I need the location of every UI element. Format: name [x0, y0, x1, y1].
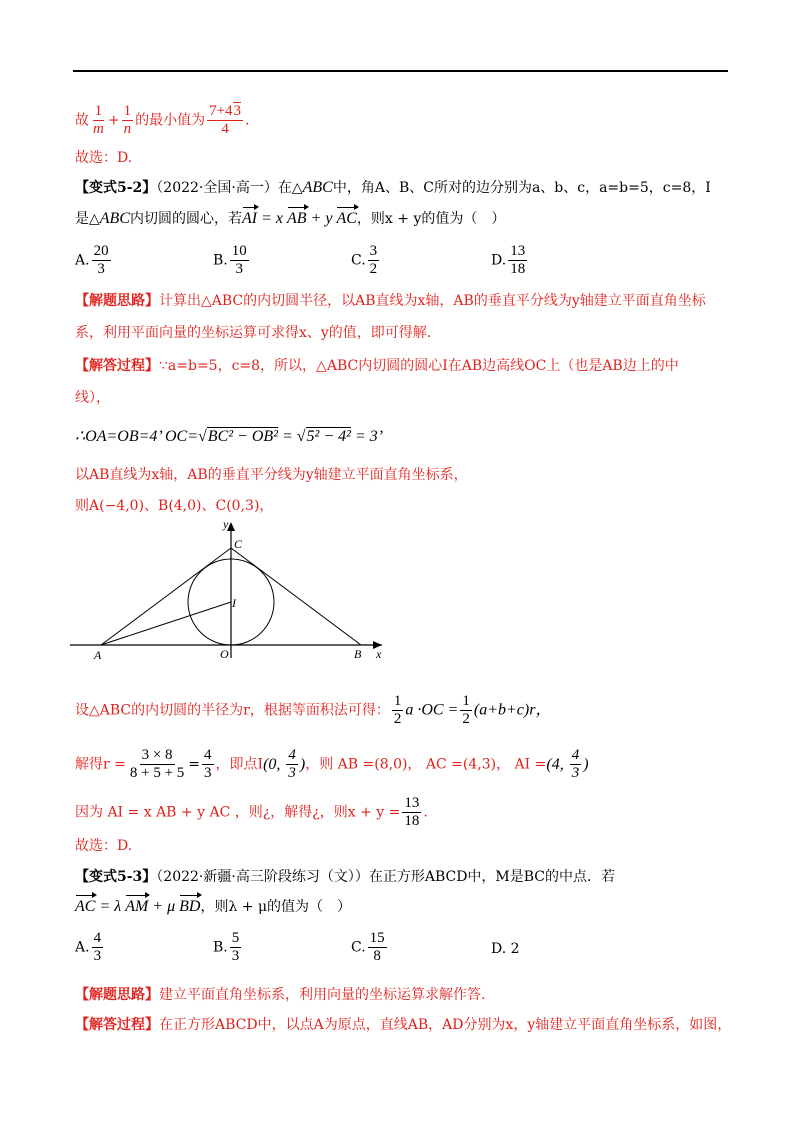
option-c[interactable]: C. $\frac{3}{2}$ — [351, 243, 378, 277]
text: 建立平面直角坐标系，利用向量的坐标运算求解作答. — [159, 987, 486, 1003]
option-c-2[interactable]: C. $\frac{15}{8}$ — [351, 930, 385, 964]
fraction: $\frac{7+43}{4}$ — [209, 103, 242, 137]
thinking-2-line — [75, 985, 485, 1005]
text: ，则 AB =(8,0)， AC =(4,3)， AI = — [305, 756, 547, 773]
question-source: （2022·全国·高一） — [156, 180, 278, 196]
process-1-line5: 则A(−4,0)、B(4,0)、C(0,3)， — [75, 498, 274, 514]
process-1-line4: 以AB直线为x轴，AB的垂直平分线为y轴建立平面直角坐标系， — [75, 467, 468, 483]
option-b[interactable]: B. $\frac{10}{3}$ — [213, 243, 247, 277]
label-y: y — [223, 518, 229, 531]
segment-ai — [101, 602, 231, 645]
section-tag: 【解题思路】 — [75, 293, 159, 309]
side-bc — [231, 548, 361, 645]
fraction: $\frac{1}{m}$ — [93, 103, 104, 137]
question-5-2-line2 — [75, 209, 505, 229]
area-method-line: 设△ABC的内切圆的半径为r，根据等面积法可得： $\frac{1}{2}$ a ·OC = $\frac{1}{2}$ (a+b+c)r， — [75, 693, 552, 727]
option-a[interactable]: A. $\frac{20}{3}$ — [75, 243, 109, 277]
conclusion-line: 故 $\frac{1}{m}$ + $\frac{1}{n}$ 的最小值为 $\frac{7+43}{4}$ . — [75, 103, 250, 137]
process-1-line2: 线）， — [75, 390, 110, 406]
text: ，即点I — [215, 756, 264, 773]
option-a-2[interactable]: A. $\frac{4}{3}$ — [75, 930, 102, 964]
process-1-line1 — [75, 356, 679, 376]
question-tag: 【变式5-2】 — [75, 180, 157, 196]
label-o: O — [220, 647, 229, 661]
section-tag: 【解答过程】 — [75, 358, 159, 374]
math: ABC — [302, 179, 333, 196]
vector-equation: AI = x AB + y AC — [242, 210, 357, 227]
text: ，则λ + μ的值为（ ） — [200, 899, 352, 915]
process-2-line — [75, 1015, 731, 1035]
fraction: $\frac{1}{n}$ — [123, 103, 132, 137]
text: 的最小值为 — [135, 112, 206, 129]
text: ，则x + y的值为（ ） — [356, 211, 506, 227]
vector-equation: AC = λ AM + μ BD — [75, 898, 201, 915]
answer-line: 故选：D. — [75, 150, 133, 166]
option-d-2[interactable]: D. 2 — [491, 941, 520, 957]
answer-line-2: 故选：D. — [75, 838, 133, 854]
text: 在正方形ABCD中，M是BC的中点．若 — [368, 869, 616, 885]
solve-r-line: 解得r = $\frac{3 \times 8}{8 + 5 + 5}$ = $\frac{4}{3}$ ，即点I(0, $\frac{4}{3}$ )，则 AB =(8,0)， AC =(4,3)， AI =(4, $\frac{4}{3}$ ) — [75, 747, 589, 782]
thinking-1-line1 — [75, 291, 706, 311]
text: 解得r = — [75, 756, 126, 773]
text: 在正方形ABCD中，以点A为原点，直线AB，AD分别为x，y轴建立平面直角坐标系，如图， — [159, 1017, 732, 1033]
label-x: x — [376, 647, 382, 661]
header-rule — [73, 70, 728, 72]
label-i: I — [232, 596, 236, 610]
text: 因为 AI = x AB + y AC ，则¿，解得¿，则x + y = — [75, 804, 401, 821]
label-a: A — [94, 648, 102, 662]
text: 是△ — [75, 211, 100, 227]
text: 内切圆的圆心，若 — [130, 211, 242, 227]
process-1-line3 — [75, 427, 383, 447]
math: (a+b+c)r， — [473, 701, 552, 719]
text: ∵a=b=5，c=8，所以，△ABC内切圆的圆心I在AB边高线OC上（也是AB边上的中 — [159, 358, 679, 374]
sqrt-expression: √BC² − OB² = √5² − 4² = 3’ — [198, 428, 384, 445]
label-c: C — [234, 537, 243, 551]
text: 设△ABC的内切圆的半径为r，根据等面积法可得： — [75, 702, 390, 719]
thinking-1-line2: 系，利用平面向量的坐标运算可求得x、y的值，即可得解. — [75, 325, 432, 341]
side-ac — [101, 548, 231, 645]
math: a ·OC = — [405, 701, 459, 719]
math: ABC — [99, 210, 130, 227]
math: ∴OA=OB=4’ OC= — [75, 428, 199, 445]
text: . — [245, 112, 250, 129]
section-tag: 【解答过程】 — [75, 1017, 159, 1033]
question-source: （2022·新疆·高三阶段练习（文）） — [156, 869, 369, 885]
question-5-3-line1 — [75, 867, 615, 887]
text: 在△ — [277, 180, 303, 196]
question-5-3-line2 — [75, 897, 351, 917]
final-equation-line: 因为 AI = x AB + y AC ，则¿，解得¿，则x + y = $\frac{13}{18}$ . — [75, 795, 428, 829]
section-tag: 【解题思路】 — [75, 987, 159, 1003]
option-b-2[interactable]: B. $\frac{5}{3}$ — [213, 930, 240, 964]
text: 中，角A、B、C所对的边分别为a、b、c，a=b=5，c=8，I — [332, 180, 711, 196]
option-d[interactable]: D. $\frac{13}{18}$ — [491, 243, 526, 277]
question-tag: 【变式5-3】 — [75, 869, 157, 885]
label-b: B — [354, 647, 362, 661]
question-5-2-line1 — [75, 178, 711, 198]
text: 故 — [75, 112, 89, 129]
text: 计算出△ABC的内切圆半径，以AB直线为x轴，AB的垂直平分线为y轴建立平面直角坐标 — [159, 293, 706, 309]
triangle-figure — [70, 518, 390, 663]
